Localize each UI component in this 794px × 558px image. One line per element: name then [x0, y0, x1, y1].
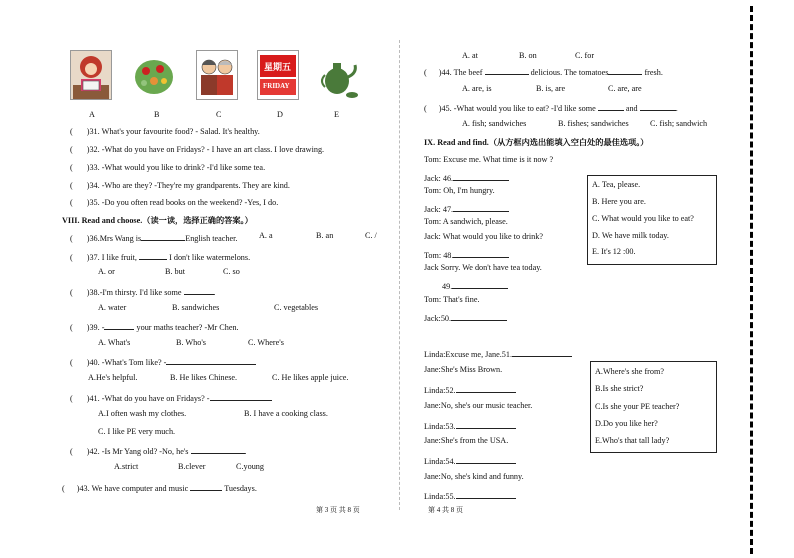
answer-blank[interactable]: [190, 481, 222, 491]
dialog2-line: Linda:55.: [424, 489, 516, 501]
picture-letter-b: B: [154, 110, 160, 119]
dialog1-line: Tom: 48.: [424, 248, 509, 260]
option-36-a[interactable]: A. a: [259, 231, 273, 240]
box1-option: C. What would you like to eat?: [592, 214, 694, 223]
question-42: ( )42. -Is Mr Yang old? -No, he's .: [70, 444, 247, 456]
question-32: ( )32. -What do you have on Fridays? - I have an art class. I love drawing.: [70, 145, 325, 154]
option-37-a[interactable]: A. or: [98, 267, 115, 276]
option-41-c[interactable]: C. I like PE very much.: [98, 427, 176, 436]
question-39: ( )39. - your maths teacher? -Mr Chen.: [70, 320, 239, 332]
option-42-b[interactable]: B.clever: [178, 462, 206, 471]
dialog2-line: Linda:Excuse me, Jane.51.: [424, 347, 572, 359]
dialog1-line: Jack Sorry. We don't have tea today.: [424, 263, 542, 272]
dialog2-line: Linda:54.: [424, 454, 516, 466]
page-divider: [399, 40, 400, 510]
option-box-1: [587, 175, 717, 265]
question-41: ( )41. -What do you have on Fridays? -: [70, 391, 272, 403]
option-38-a[interactable]: A. water: [98, 303, 127, 312]
dialog2-line: Linda:53.: [424, 419, 516, 431]
answer-blank[interactable]: [452, 279, 508, 289]
page-footer-right: 第 4 共 8 页: [428, 506, 463, 514]
dialog1-line: 49.: [442, 279, 508, 291]
grandparents-picture: [196, 50, 238, 100]
answer-blank[interactable]: [453, 248, 509, 258]
page-footer-left: 第 3 页 共 8 页: [316, 506, 360, 514]
answer-blank[interactable]: [210, 391, 272, 401]
answer-blank[interactable]: [456, 489, 516, 499]
question-33: ( )33. -What would you like to drink? -I'd like some tea.: [70, 163, 266, 172]
option-43-a[interactable]: A. at: [462, 51, 478, 60]
option-box-2: [590, 361, 717, 453]
friday-word-text: FRIDAY: [263, 82, 290, 90]
option-44-c[interactable]: C. are, are: [608, 84, 642, 93]
option-40-b[interactable]: B. He likes Chinese.: [170, 373, 238, 382]
question-43: ( )43. We have computer and music Tuesdays.: [62, 481, 257, 493]
dialog1-line: Jack: 47.: [424, 202, 509, 214]
option-39-c[interactable]: C. Where's: [248, 338, 284, 347]
option-36-c[interactable]: C. /: [365, 231, 377, 240]
binding-line: [750, 6, 753, 554]
dialog2-line: Jane:She's from the USA.: [424, 436, 509, 445]
option-42-a[interactable]: A.strict: [114, 462, 139, 471]
box2-option: D.Do you like her?: [595, 419, 658, 428]
option-45-c[interactable]: C. fish; sandwich: [650, 119, 708, 128]
question-37: ( )37. I like fruit, I don't like watermelons.: [70, 250, 250, 262]
answer-blank[interactable]: [166, 355, 256, 365]
option-40-c[interactable]: C. He likes apple juice.: [272, 373, 349, 382]
option-37-b[interactable]: B. but: [165, 267, 186, 276]
dialog1-line: Jack: 46.: [424, 171, 509, 183]
box2-option: C.Is she your PE teacher?: [595, 402, 680, 411]
answer-blank[interactable]: [456, 419, 516, 429]
question-40: ( )40. -What's Tom like? -: [70, 355, 256, 367]
answer-blank[interactable]: [512, 347, 572, 357]
option-41-a[interactable]: A.I often wash my clothes.: [98, 409, 187, 418]
box2-option: E.Who's that tall lady?: [595, 436, 670, 445]
dialog2-line: Jane:No, she's kind and funny.: [424, 472, 524, 481]
question-45: ( )45. -What would you like to eat? -I'd like some and .: [424, 101, 678, 113]
dialog1-line: Tom: Excuse me. What time is it now ?: [424, 155, 554, 164]
answer-blank[interactable]: [184, 285, 214, 295]
dialog1-line: Jack: What would you like to drink?: [424, 232, 543, 241]
option-45-b[interactable]: B. fishes; sandwiches: [558, 119, 629, 128]
option-44-b[interactable]: B. is, are: [536, 84, 566, 93]
dialog2-line: Jane:No, she's our music teacher.: [424, 401, 533, 410]
option-37-c[interactable]: C. so: [223, 267, 240, 276]
option-43-b[interactable]: B. on: [519, 51, 537, 60]
picture-letter-e: E: [334, 110, 340, 119]
option-38-c[interactable]: C. vegetables: [274, 303, 319, 312]
answer-blank[interactable]: [451, 311, 507, 321]
dialog1-line: Jack:50.: [424, 311, 507, 323]
salad-picture: [133, 50, 175, 100]
teapot-picture: [318, 50, 360, 100]
option-36-b[interactable]: B. an: [316, 231, 334, 240]
picture-letter-d: D: [277, 110, 283, 119]
dialog1-line: Tom: That's fine.: [424, 295, 480, 304]
answer-blank[interactable]: [139, 250, 167, 260]
question-31: ( )31. What's your favourite food? - Salad. It's healthy.: [70, 127, 260, 136]
box2-option: A.Where's she from?: [595, 367, 664, 376]
picture-letter-a: A: [89, 110, 95, 119]
option-44-a[interactable]: A. are, is: [462, 84, 492, 93]
question-36: ( )36.Mrs Wang is English teacher.: [70, 231, 237, 243]
answer-blank[interactable]: [485, 65, 529, 75]
section-ix-title: IX. Read and find.（从方框内选出能填入空白处的最佳选项。）: [424, 138, 649, 147]
question-44: ( )44. The beef delicious. The tomatoes fresh.: [424, 65, 663, 77]
answer-blank[interactable]: [456, 383, 516, 393]
answer-blank[interactable]: [456, 454, 516, 464]
section-viii-title: VIII. Read and choose.（读一读，选择正确的答案。）: [62, 216, 253, 225]
answer-blank[interactable]: [453, 202, 509, 212]
option-39-b[interactable]: B. Who's: [176, 338, 206, 347]
dialog2-line: Jane:She's Miss Brown.: [424, 365, 503, 374]
option-41-b[interactable]: B. I have a cooking class.: [244, 409, 328, 418]
option-42-c[interactable]: C.young: [236, 462, 264, 471]
answer-blank[interactable]: [104, 320, 134, 330]
answer-blank[interactable]: [598, 101, 624, 111]
question-34: ( )34. -Who are they? -They're my grandparents. They are kind.: [70, 181, 290, 190]
answer-blank[interactable]: [453, 171, 509, 181]
dialog1-line: Tom: A sandwich, please.: [424, 217, 508, 226]
option-39-a[interactable]: A. What's: [98, 338, 131, 347]
answer-blank[interactable]: [608, 65, 642, 75]
option-43-c[interactable]: C. for: [575, 51, 595, 60]
box1-option: A. Tea, please.: [592, 180, 641, 189]
box1-option: E. It's 12 :00.: [592, 247, 636, 256]
friday-picture: [257, 50, 299, 100]
dialog2-line: Linda:52.: [424, 383, 516, 395]
box2-option: B.Is she strict?: [595, 384, 644, 393]
option-38-b[interactable]: B. sandwiches: [172, 303, 220, 312]
answer-blank[interactable]: [191, 444, 245, 454]
option-40-a[interactable]: A.He's helpful.: [88, 373, 138, 382]
friday-sign-text: 星期五: [264, 62, 292, 72]
question-38: ( )38.-I'm thirsty. I'd like some .: [70, 285, 216, 297]
box1-option: B. Here you are.: [592, 197, 646, 206]
box1-option: D. We have milk today.: [592, 231, 669, 240]
option-45-a[interactable]: A. fish; sandwiches: [462, 119, 527, 128]
answer-blank[interactable]: [640, 101, 676, 111]
picture-letter-c: C: [216, 110, 222, 119]
dialog1-line: Tom: Oh, I'm hungry.: [424, 186, 495, 195]
girl-reading-picture: [70, 50, 112, 100]
question-35: ( )35. -Do you often read books on the weekend? -Yes, I do.: [70, 198, 279, 207]
answer-blank[interactable]: [141, 231, 185, 241]
